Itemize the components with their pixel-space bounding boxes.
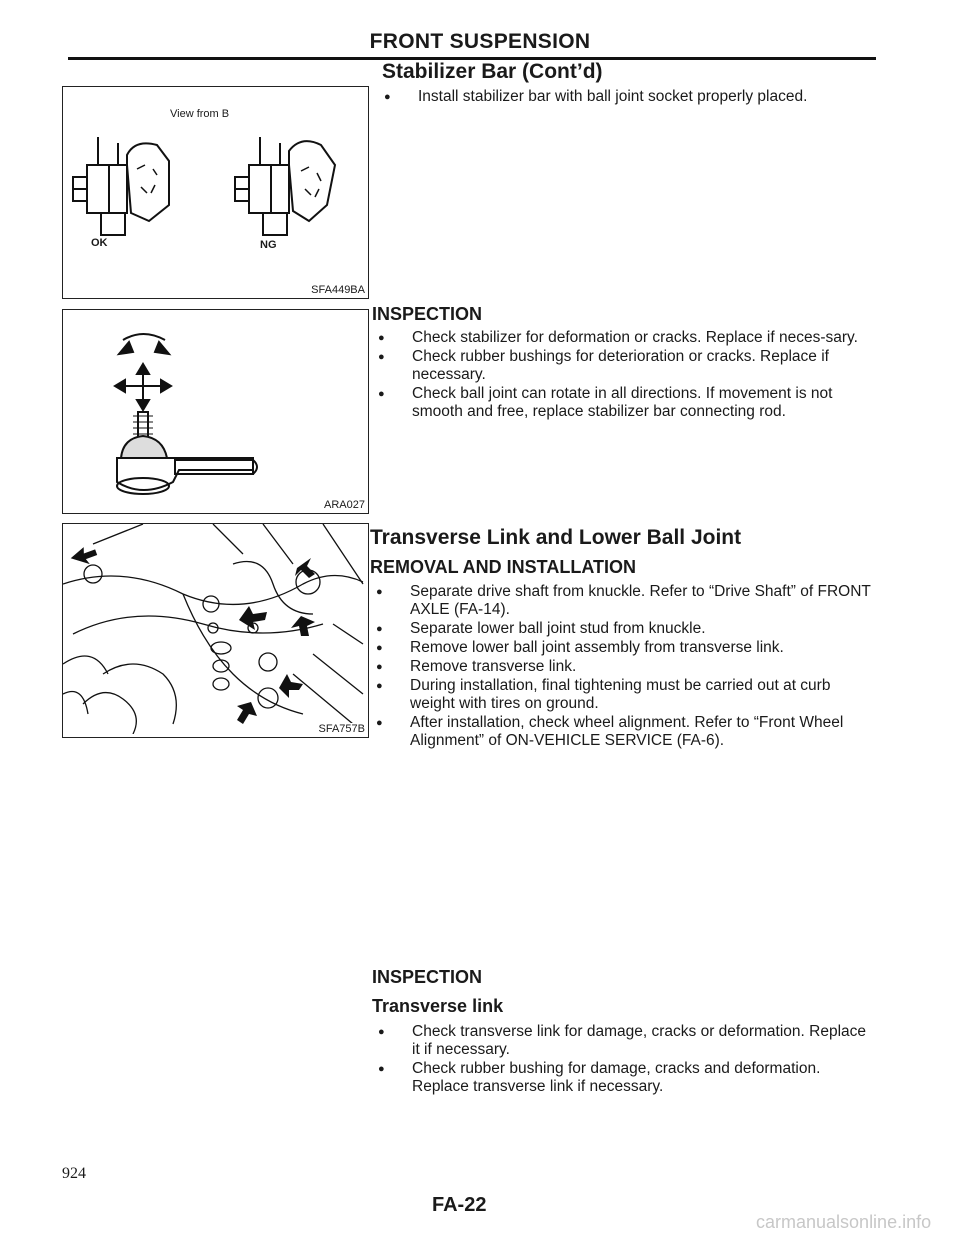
bullet-item: ● Separate drive shaft from knuckle. Refer to “Drive Shaft” of FRONT AXLE (FA-14).	[370, 583, 876, 619]
figure-code: ARA027	[324, 499, 365, 511]
ball-joint-socket-illustration	[65, 125, 365, 275]
removal-bullet-list	[370, 583, 876, 751]
page-header-title: FRONT SUSPENSION	[369, 30, 591, 53]
inspection-bullet-list	[372, 329, 878, 422]
watermark: carmanualsonline.info	[756, 1212, 932, 1232]
transverse-inspection-heading: INSPECTION	[372, 967, 483, 987]
ok-label: OK	[91, 237, 108, 249]
page-number: 924	[62, 1165, 86, 1182]
transverse-link-subheading: Transverse link	[372, 996, 504, 1016]
removal-installation-heading: REMOVAL AND INSTALLATION	[370, 557, 636, 577]
transverse-inspection-bullet-list	[372, 1023, 872, 1097]
stabilizer-bullet-list	[378, 88, 878, 107]
figure-code: SFA449BA	[311, 284, 365, 296]
bullet-item: ● Install stabilizer bar with ball joint socket properly placed.	[378, 88, 878, 106]
ball-joint-rod-illustration	[63, 310, 363, 510]
ng-label: NG	[260, 239, 277, 251]
bullet-item: ● During installation, final tightening must be carried out at curb weight with tires on ground.	[370, 677, 876, 713]
figure-caption: View from B	[170, 108, 230, 120]
page-code: FA-22	[432, 1194, 487, 1216]
bullet-item: ● Check rubber bushing for damage, cracks and deformation. Replace transverse link if necessary.	[372, 1060, 872, 1096]
bullet-item: ● Remove lower ball joint assembly from transverse link.	[370, 639, 876, 657]
transverse-section-title: Transverse Link and Lower Ball Joint	[370, 526, 742, 549]
inspection-heading: INSPECTION	[372, 304, 483, 324]
bullet-item: ● Check ball joint can rotate in all directions. If movement is not smooth and free, replace stabilizer bar connecting rod.	[372, 385, 878, 421]
stabilizer-section-title: Stabilizer Bar (Cont’d)	[382, 60, 603, 83]
bullet-item: ● Remove transverse link.	[370, 658, 876, 676]
figure-ball-joint-socket	[62, 86, 369, 299]
figure-code: SFA757B	[318, 723, 365, 735]
transverse-link-illustration	[63, 524, 365, 734]
figure-ball-joint-rotation	[62, 309, 369, 514]
bullet-item: ● After installation, check wheel alignment. Refer to “Front Wheel Alignment” of ON-VEHICLE SERVICE (FA-6).	[370, 714, 876, 750]
figure-transverse-link-location	[62, 523, 369, 738]
bullet-item: ● Check stabilizer for deformation or cracks. Replace if neces-sary.	[372, 329, 878, 347]
bullet-item: ● Check rubber bushings for deterioration or cracks. Replace if necessary.	[372, 348, 878, 384]
bullet-item: ● Separate lower ball joint stud from knuckle.	[370, 620, 876, 638]
bullet-item: ● Check transverse link for damage, cracks or deformation. Replace it if necessary.	[372, 1023, 872, 1059]
